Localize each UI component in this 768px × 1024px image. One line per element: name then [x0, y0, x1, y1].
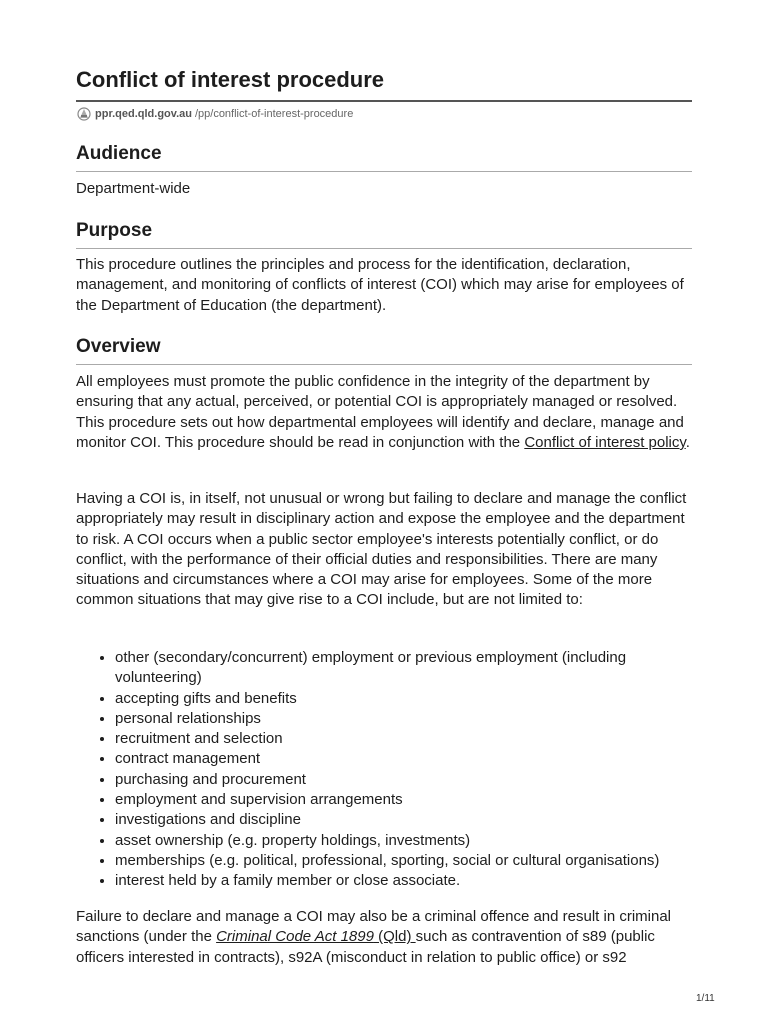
list-item: • contract management: [115, 749, 692, 769]
list-item: • asset ownership (e.g. property holdings, investments): [115, 831, 692, 851]
overview-p3-end: such as contravention of s89 (public officers interested in contracts), s92A (misconduct in relation to public office) or s92: [76, 928, 655, 966]
audience-heading: Audience: [76, 143, 162, 164]
overview-heading: Overview: [76, 336, 161, 357]
source-host[interactable]: ppr.qed.qld.gov.au: [95, 108, 192, 120]
list-item: • personal relationships: [115, 709, 692, 729]
source-url[interactable]: [76, 106, 353, 122]
criminal-code-act-jurisdiction[interactable]: (Qld): [373, 928, 416, 946]
overview-p3-start: Failure to declare and manage a COI may also be a criminal offence and result in criminal sanctions (under the: [76, 908, 672, 946]
overview-p1-end: .: [685, 433, 690, 451]
list-item: • recruitment and selection: [115, 729, 692, 749]
audience-divider: [76, 171, 692, 172]
purpose-heading: Purpose: [76, 220, 153, 241]
page-number: 1/11: [696, 993, 715, 1004]
overview-paragraph-1: [76, 372, 692, 453]
title-divider: [76, 100, 692, 102]
purpose-divider: [76, 248, 692, 249]
overview-paragraph-3: [76, 907, 692, 968]
source-path[interactable]: /pp/conflict-of-interest-procedure: [194, 108, 354, 120]
overview-divider: [76, 364, 692, 365]
list-item: • interest held by a family member or close associate.: [115, 871, 692, 891]
list-item: • investigations and discipline: [115, 810, 692, 830]
criminal-code-act-link[interactable]: [216, 928, 416, 945]
audience-text: Department-wide: [76, 180, 191, 197]
qld-crest-icon: [76, 106, 92, 122]
conflict-of-interest-policy-link[interactable]: Conflict of interest policy: [524, 433, 686, 451]
overview-paragraph-2: Having a COI is, in itself, not unusual or wrong but failing to declare and manage the conflict appropriately may result in disciplinary action and expose the employee and the department to risk. A COI occurs when a public sector employee's interests potentially conflict, or do conflict, with the performance of their official duties and responsibilities. There are many situations and circumstances where a COI may arise for employees. Some of the more common situations that may give rise to a COI include, but are not limited to:: [76, 490, 687, 609]
list-item: • memberships (e.g. political, professional, sporting, social or cultural organisations): [115, 851, 692, 871]
list-item: • employment and supervision arrangements: [115, 790, 692, 810]
coi-situations-list: [76, 648, 692, 892]
list-item: • purchasing and procurement: [115, 770, 692, 790]
overview-p1-text: All employees must promote the public confidence in the integrity of the department by ensuring that any actual, perceived, or potential COI is appropriately managed or resolved. This procedure sets out how departmental employees will identify and declare, manage and monitor COI. This procedure should be read in conjunction with the: [76, 373, 684, 451]
list-item: • other (secondary/concurrent) employment or previous employment (including volunteering): [115, 648, 692, 689]
page-title: Conflict of interest procedure: [76, 67, 385, 92]
criminal-code-act-title[interactable]: Criminal Code Act 1899: [216, 928, 374, 946]
list-item: • accepting gifts and benefits: [115, 689, 692, 709]
purpose-text: This procedure outlines the principles and process for the identification, declaration, management, and monitoring of conflicts of interest (COI) which may arise for employees of the Department of Education (the department).: [76, 256, 684, 314]
